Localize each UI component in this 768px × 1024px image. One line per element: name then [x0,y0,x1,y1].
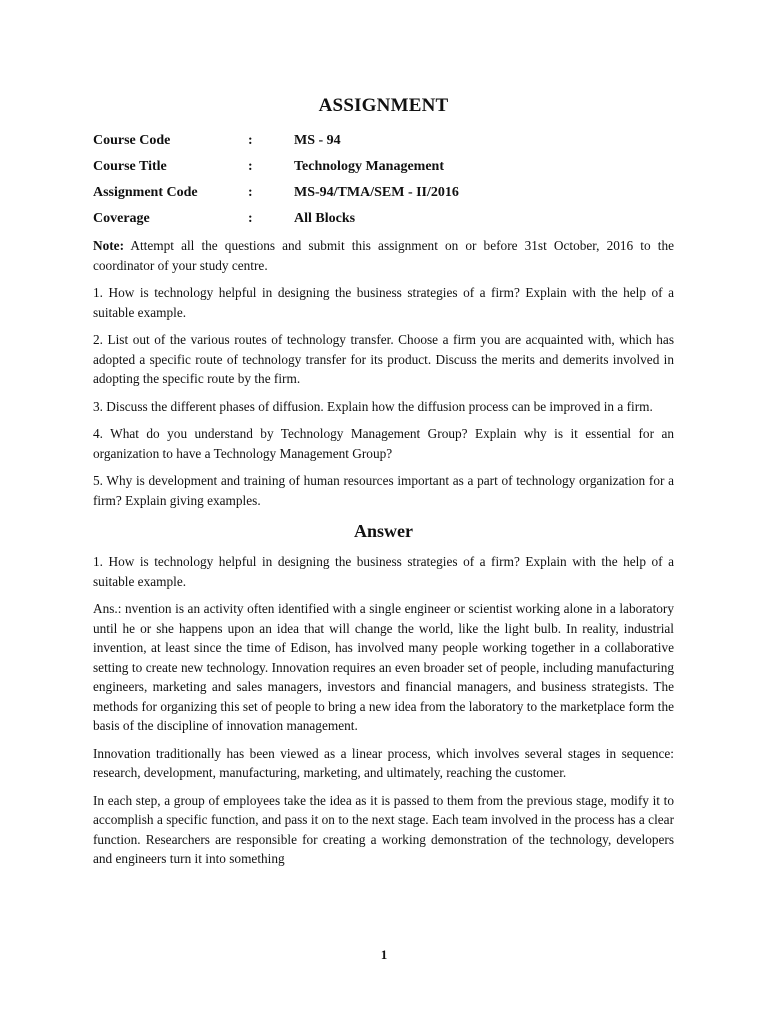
coverage-value: All Blocks [294,211,356,226]
question-3: 3. Discuss the different phases of diffusion. Explain how the diffusion process can be improved in a firm. [93,398,653,414]
question-4: 4. What do you understand by Technology Management Group? Explain why is it essential for an organization to have a Technology Management Group? [93,426,674,461]
document-page [93,92,674,877]
answer-paragraph-2: Innovation traditionally has been viewed as a linear process, which involves several stages in sequence: research, development, manufacturing, marketing, and ultimately, reaching the customer. [93,745,674,780]
answer-heading: Answer [354,521,413,541]
course-code-value: MS - 94 [294,133,341,148]
assignment-code-colon: : [248,185,253,200]
question-5: 5. Why is development and training of human resources important as a part of technology organization for a firm? Explain giving examples. [93,473,674,508]
course-title-colon: : [248,159,253,174]
course-title-label: Course Title [93,159,167,174]
answer-paragraph-1: Ans.: nvention is an activity often identified with a single engineer or scientist working alone in a laboratory until he or she happens upon an idea that will change the world, like the light bulb. In reality, industrial invention, at least since the time of Edison, has involved many people working together in a collaborative setting to create new technology. Innovation requires an even broader set of people, including manufacturing engineers, marketing and sales managers, investors and financial managers, and business strategists. The methods for organizing this set of people to bring a new idea from the laboratory to the marketplace form the basis of the discipline of innovation management. [93,601,674,733]
coverage-colon: : [248,211,253,226]
course-title-row [93,154,674,180]
note-paragraph [93,236,674,275]
course-info-table [93,128,674,232]
answer-paragraph-3: In each step, a group of employees take the idea as it is passed to them from the previous stage, modify it to accomplish a specific function, and pass it on to the next stage. Each team involved in the process has a clear function. Researchers are responsible for creating a working demonstration of the technology, developers and engineers turn it into something [93,792,674,866]
document-title: ASSIGNMENT [318,95,449,116]
question-1: 1. How is technology helpful in designing the business strategies of a firm? Explain with the help of a suitable example. [93,285,674,320]
assignment-code-value: MS-94/TMA/SEM - II/2016 [294,185,459,200]
course-code-label: Course Code [93,133,171,148]
note-text: Attempt all the questions and submit this assignment on or before 31st October, 2016 to the coordinator of your study centre. [93,238,674,273]
page-number: 1 [380,947,388,962]
course-code-row [93,128,674,154]
coverage-label: Coverage [93,211,150,226]
course-title-value: Technology Management [294,159,444,174]
course-code-colon: : [248,133,253,148]
assignment-code-row [93,180,674,206]
coverage-row [93,206,674,232]
assignment-code-label: Assignment Code [93,185,198,200]
note-label: Note: [93,238,125,253]
question-2: 2. List out of the various routes of technology transfer. Choose a firm you are acquainted with, which has adopted a specific route of technology transfer for its product. Discuss the merits and demerits involved in adopting the specific route by the firm. [93,332,674,386]
answer-question-1: 1. How is technology helpful in designing the business strategies of a firm? Explain with the help of a suitable example. [93,554,674,589]
